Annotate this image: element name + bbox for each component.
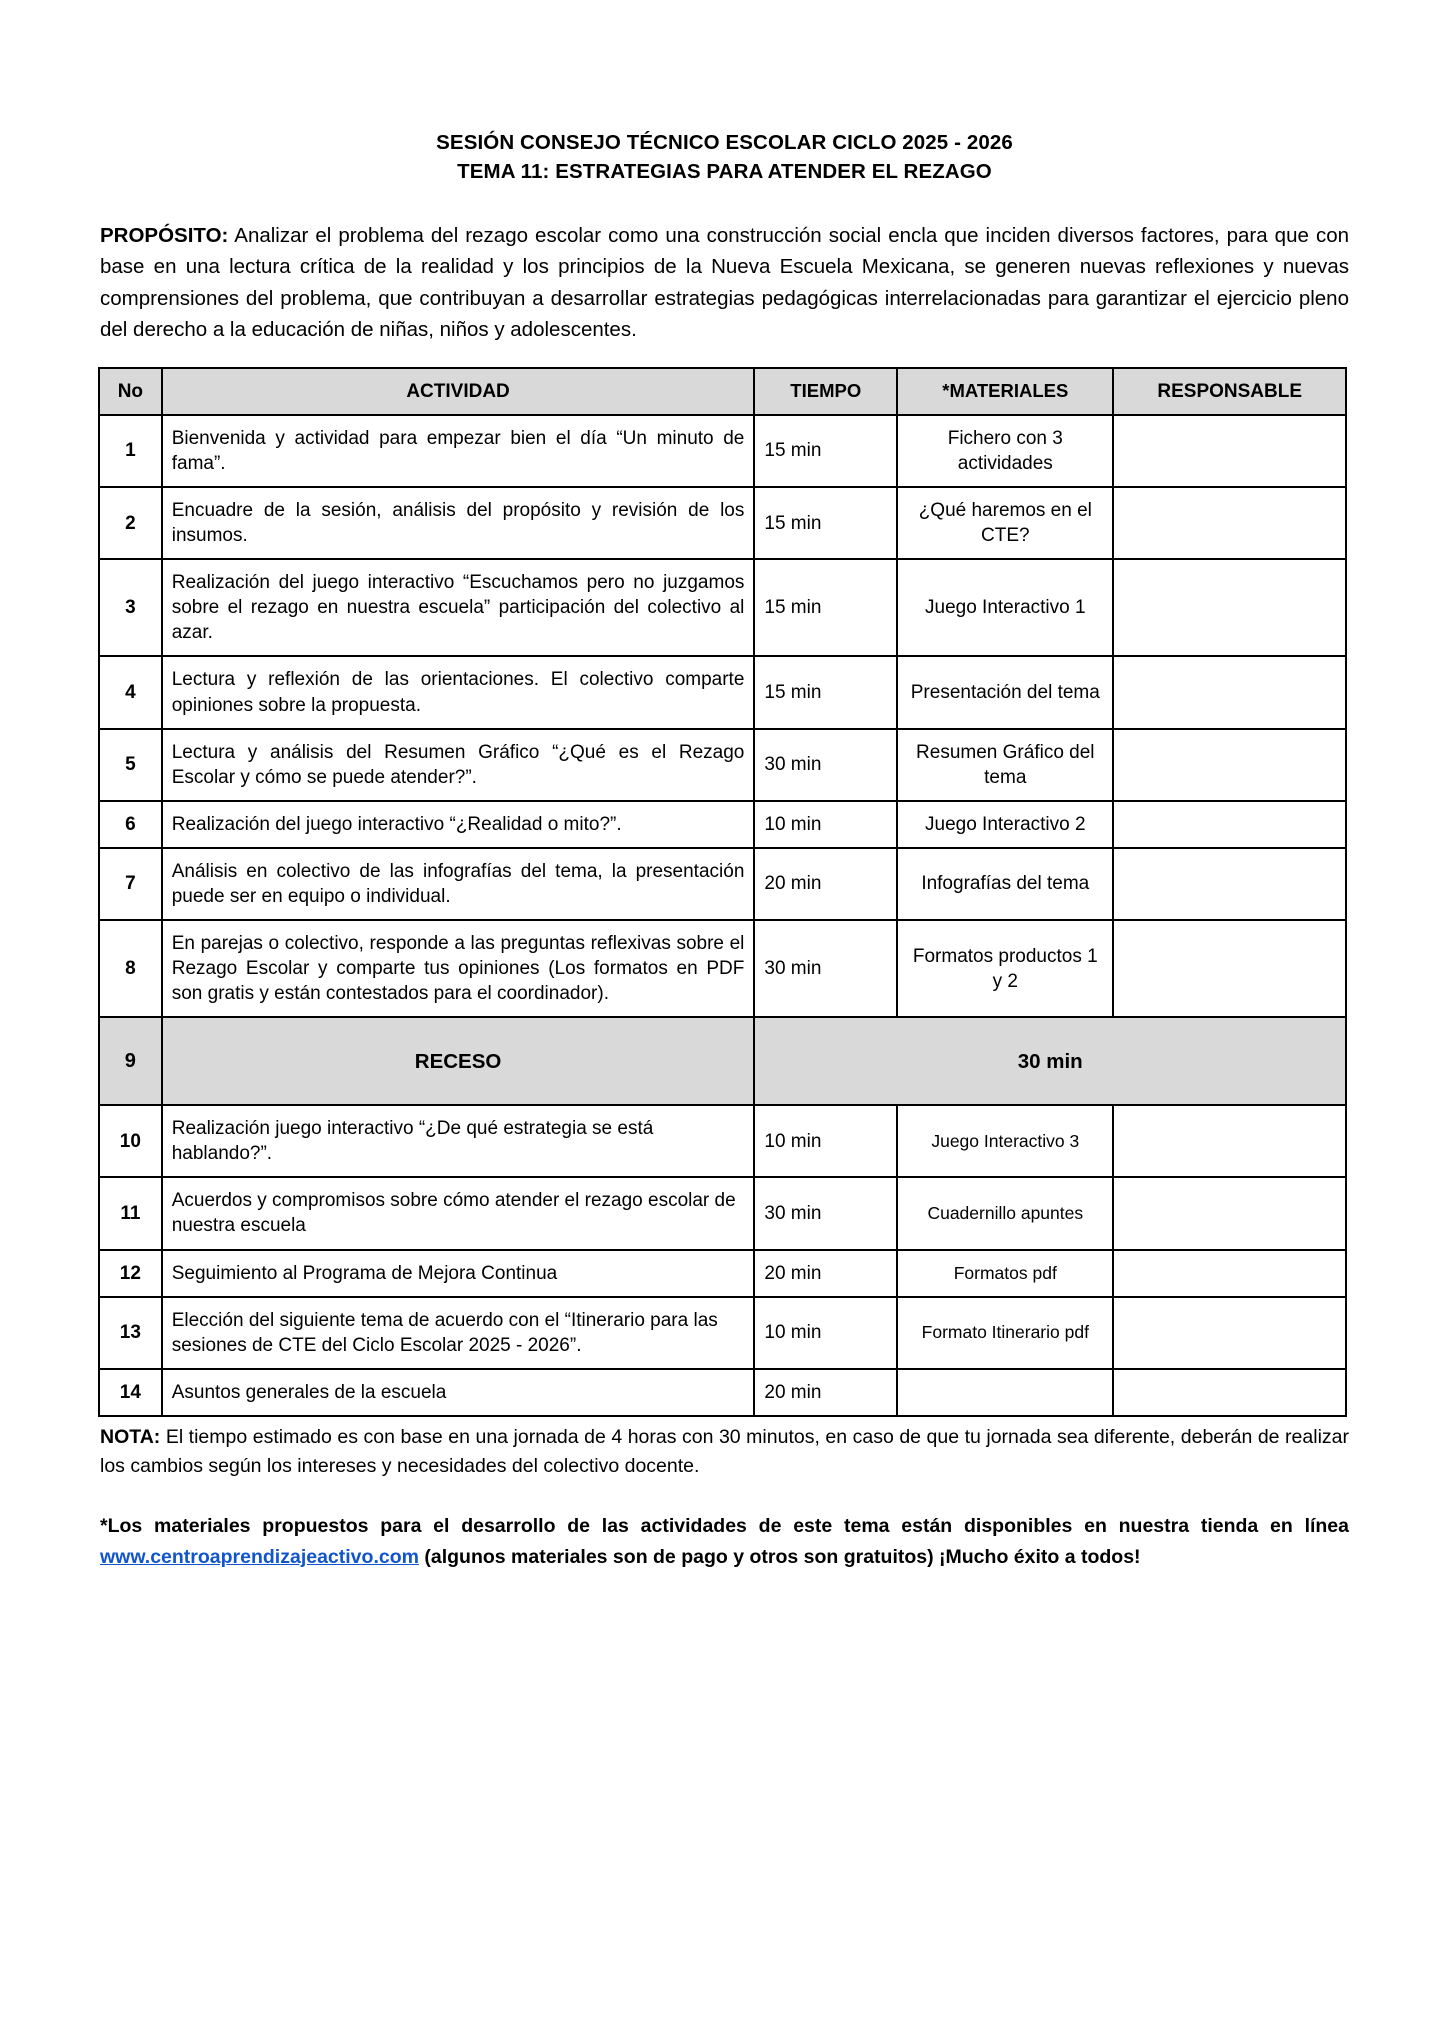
row-time: 15 min: [754, 559, 897, 656]
row-number: 8: [99, 920, 162, 1017]
row-time: 20 min: [754, 848, 897, 920]
row-materials: Infografías del tema: [897, 848, 1113, 920]
row-activity: Bienvenida y actividad para empezar bien el día “Un minuto de fama”.: [162, 415, 755, 487]
row-materials: Resumen Gráfico del tema: [897, 729, 1113, 801]
table-row: [99, 801, 1346, 848]
row-activity: Acuerdos y compromisos sobre cómo atender el rezago escolar de nuestra escuela: [162, 1177, 755, 1249]
store-note-text-after: (algunos materiales son de pago y otros son gratuitos) ¡Mucho éxito a todos!: [418, 1545, 1141, 1568]
row-responsible[interactable]: [1113, 1369, 1346, 1416]
store-note-text-before: *Los materiales propuestos para el desarrollo de las actividades de este tema están disponibles en nuestra tienda en línea: [100, 1515, 1349, 1538]
agenda-table: [98, 367, 1347, 1417]
table-row: [99, 487, 1346, 559]
table-row: [99, 1105, 1346, 1177]
break-row-number: 9: [99, 1017, 162, 1105]
row-materials: Formato Itinerario pdf: [897, 1297, 1113, 1369]
row-time: 30 min: [754, 729, 897, 801]
table-header-row: [99, 368, 1346, 415]
row-responsible[interactable]: [1113, 1250, 1346, 1297]
row-time: 10 min: [754, 801, 897, 848]
table-row: [99, 920, 1346, 1017]
agenda-table-body: [99, 415, 1346, 1416]
row-number: 5: [99, 729, 162, 801]
row-responsible[interactable]: [1113, 801, 1346, 848]
row-materials: Fichero con 3 actividades: [897, 415, 1113, 487]
purpose-paragraph: [100, 220, 1349, 345]
row-activity: Realización del juego interactivo “¿Realidad o mito?”.: [162, 801, 755, 848]
row-responsible[interactable]: [1113, 415, 1346, 487]
table-row: [99, 1250, 1346, 1297]
table-row: [99, 1297, 1346, 1369]
purpose-text: Analizar el problema del rezago escolar como una construcción social encla que inciden diversos factores, para que con base en una lectura crítica de la realidad y los principios de la Nueva Escuela Mexicana, se generen nuevas reflexiones y nuevas comprensiones del problema, que contribuyan a desarrollar estrategias pedagógicas interrelacionadas para garantizar el ejercicio pleno del derecho a la educación de niñas, niños y adolescentes.: [100, 224, 1349, 341]
row-number: 10: [99, 1105, 162, 1177]
row-number: 7: [99, 848, 162, 920]
row-time: 20 min: [754, 1369, 897, 1416]
column-header-no: No: [99, 368, 162, 415]
row-materials: Juego Interactivo 3: [897, 1105, 1113, 1177]
title-line-1: SESIÓN CONSEJO TÉCNICO ESCOLAR CICLO 2025 - 2026: [436, 131, 1013, 154]
row-time: 20 min: [754, 1250, 897, 1297]
table-row: [99, 848, 1346, 920]
row-responsible[interactable]: [1113, 1105, 1346, 1177]
row-activity: Análisis en colectivo de las infografías del tema, la presentación puede ser en equipo o individual.: [162, 848, 755, 920]
row-time: 15 min: [754, 487, 897, 559]
row-time: 30 min: [754, 920, 897, 1017]
row-time: 10 min: [754, 1105, 897, 1177]
row-number: 3: [99, 559, 162, 656]
row-activity: Lectura y reflexión de las orientaciones. El colectivo comparte opiniones sobre la propuesta.: [162, 656, 755, 728]
column-header-responsable: RESPONSABLE: [1113, 368, 1346, 415]
row-activity: Seguimiento al Programa de Mejora Continua: [162, 1250, 755, 1297]
store-note-paragraph: [100, 1511, 1349, 1571]
row-responsible[interactable]: [1113, 1297, 1346, 1369]
table-row: [99, 729, 1346, 801]
table-row: [99, 559, 1346, 656]
row-number: 12: [99, 1250, 162, 1297]
row-materials: Juego Interactivo 2: [897, 801, 1113, 848]
column-header-materiales: *MATERIALES: [897, 368, 1113, 415]
row-time: 15 min: [754, 656, 897, 728]
row-time: 30 min: [754, 1177, 897, 1249]
row-responsible[interactable]: [1113, 920, 1346, 1017]
row-number: 14: [99, 1369, 162, 1416]
note-text: El tiempo estimado es con base en una jornada de 4 horas con 30 minutos, en caso de que tu jornada sea diferente, deberán de realizar los cambios según los intereses y necesidades del colectivo docente.: [100, 1425, 1349, 1478]
row-time: 15 min: [754, 415, 897, 487]
note-label: NOTA:: [100, 1425, 161, 1448]
row-activity: En parejas o colectivo, responde a las preguntas reflexivas sobre el Rezago Escolar y comparte tus opiniones (Los formatos en PDF son gratis y están contestados para el coordinador).: [162, 920, 755, 1017]
table-row: [99, 415, 1346, 487]
store-website-link[interactable]: www.centroaprendizajeactivo.com: [100, 1545, 419, 1568]
row-materials: [897, 1369, 1113, 1416]
purpose-label: PROPÓSITO:: [100, 224, 229, 248]
row-number: 2: [99, 487, 162, 559]
row-responsible[interactable]: [1113, 729, 1346, 801]
row-time: 10 min: [754, 1297, 897, 1369]
row-number: 6: [99, 801, 162, 848]
note-paragraph: [100, 1423, 1349, 1482]
row-activity: Realización juego interactivo “¿De qué estrategia se está hablando?”.: [162, 1105, 755, 1177]
agenda-table-head: [99, 368, 1346, 415]
row-materials: Presentación del tema: [897, 656, 1113, 728]
break-row-label: RECESO: [162, 1017, 755, 1105]
column-header-actividad: ACTIVIDAD: [162, 368, 755, 415]
row-number: 1: [99, 415, 162, 487]
row-materials: Juego Interactivo 1: [897, 559, 1113, 656]
row-activity: Asuntos generales de la escuela: [162, 1369, 755, 1416]
document-title: [100, 128, 1349, 186]
row-responsible[interactable]: [1113, 487, 1346, 559]
table-row: [99, 656, 1346, 728]
break-row: [99, 1017, 1346, 1105]
column-header-tiempo: TIEMPO: [754, 368, 897, 415]
row-materials: Cuadernillo apuntes: [897, 1177, 1113, 1249]
row-responsible[interactable]: [1113, 656, 1346, 728]
row-materials: Formatos pdf: [897, 1250, 1113, 1297]
table-row: [99, 1369, 1346, 1416]
row-activity: Elección del siguiente tema de acuerdo con el “Itinerario para las sesiones de CTE del Ciclo Escolar 2025 - 2026”.: [162, 1297, 755, 1369]
row-activity: Encuadre de la sesión, análisis del propósito y revisión de los insumos.: [162, 487, 755, 559]
row-materials: Formatos productos 1 y 2: [897, 920, 1113, 1017]
row-materials: ¿Qué haremos en el CTE?: [897, 487, 1113, 559]
break-row-time: 30 min: [754, 1017, 1346, 1105]
row-number: 4: [99, 656, 162, 728]
row-activity: Realización del juego interactivo “Escuchamos pero no juzgamos sobre el rezago en nuestra escuela” participación del colectivo al azar.: [162, 559, 755, 656]
table-row: [99, 1177, 1346, 1249]
row-responsible[interactable]: [1113, 1177, 1346, 1249]
row-number: 13: [99, 1297, 162, 1369]
row-activity: Lectura y análisis del Resumen Gráfico “¿Qué es el Rezago Escolar y cómo se puede atender?”.: [162, 729, 755, 801]
row-responsible[interactable]: [1113, 559, 1346, 656]
row-number: 11: [99, 1177, 162, 1249]
title-line-2: TEMA 11: ESTRATEGIAS PARA ATENDER EL REZAGO: [457, 160, 992, 184]
row-responsible[interactable]: [1113, 848, 1346, 920]
